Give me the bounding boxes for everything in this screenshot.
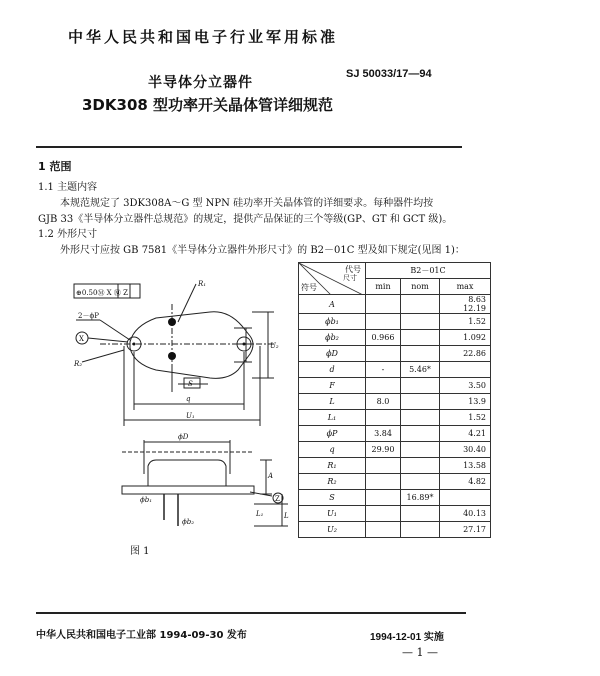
section-1-2-heading: 1.2 外形尺寸 (38, 229, 98, 240)
table-row (299, 442, 491, 458)
cell-nom (401, 458, 440, 474)
cell-min (366, 410, 401, 426)
phib2-label: ϕb₂ (182, 518, 195, 526)
table-row (299, 426, 491, 442)
cell-min (366, 295, 401, 314)
flange-side (122, 486, 254, 494)
cell-sym: ϕb₂ (299, 330, 366, 346)
phib1-label: ϕb₁ (140, 496, 153, 504)
cell-sym: L₁ (299, 410, 366, 426)
section-1-heading: 1 范围 (38, 160, 72, 173)
cell-min: - (366, 362, 401, 378)
r1-label: R₁ (198, 280, 207, 288)
page-number: — 1 — (402, 646, 438, 659)
cell-max: 1.52 (440, 410, 491, 426)
package-top-outline (130, 312, 253, 379)
cell-nom (401, 346, 440, 362)
cell-nom (401, 330, 440, 346)
cell-min (366, 346, 401, 362)
cell-min (366, 458, 401, 474)
cell-nom: 16.89* (401, 490, 440, 506)
cell-max: 4.21 (440, 426, 491, 442)
table-row (299, 314, 491, 330)
standard-org-header: 中华人民共和国电子行业军用标准 (68, 28, 339, 46)
col-nom: nom (401, 279, 440, 295)
cell-min: 8.0 (366, 394, 401, 410)
table-row (299, 410, 491, 426)
q-label: q (186, 395, 191, 403)
cell-sym: U₂ (299, 522, 366, 538)
tolerance-label: ⊕0.50Ⓜ X Ⓜ Z (76, 289, 128, 297)
a-label: A (268, 472, 274, 480)
section-1-1-heading: 1.1 主题内容 (38, 182, 98, 193)
cell-min: 0.966 (366, 330, 401, 346)
table-row (299, 295, 491, 314)
cell-min (366, 522, 401, 538)
cell-nom (401, 506, 440, 522)
cell-nom (401, 394, 440, 410)
cell-sym: L (299, 394, 366, 410)
figure-caption: 图 1 (130, 546, 150, 557)
can-body-side (148, 460, 226, 486)
cell-max: 40.13 (440, 506, 491, 522)
cell-min (366, 490, 401, 506)
table-row (299, 522, 491, 538)
cell-sym: R₁ (299, 458, 366, 474)
table-header-row (299, 263, 491, 279)
footer-divider (36, 612, 466, 614)
cell-max: 13.58 (440, 458, 491, 474)
cell-max: 30.40 (440, 442, 491, 458)
cell-max: 3.50 (440, 378, 491, 394)
cell-max (440, 362, 491, 378)
cell-max: 4.82 (440, 474, 491, 490)
cell-sym: A (299, 295, 366, 314)
cell-max: 13.9 (440, 394, 491, 410)
cell-min (366, 378, 401, 394)
x-datum-label: X (79, 335, 84, 343)
cell-sym: ϕP (299, 426, 366, 442)
cell-sym: F (299, 378, 366, 394)
cell-nom (401, 314, 440, 330)
header-type: B2－01C (366, 263, 491, 279)
section-1-1-text-line1: 本规范规定了 3DK308A～G 型 NPN 硅功率开关晶体管的详细要求。每种器件均按 (60, 198, 434, 209)
cell-max (440, 490, 491, 506)
pin-1 (168, 318, 176, 326)
cell-max: 1.092 (440, 330, 491, 346)
effective-date: 1994-12-01 实施 (370, 632, 444, 643)
table-row (299, 378, 491, 394)
phid-label: ϕD (178, 433, 189, 441)
s-label: S (188, 380, 193, 388)
table-row (299, 490, 491, 506)
section-1-1-text-line2: GJB 33《半导体分立器件总规范》的规定，提供产品保证的三个等级(GP、GT 和 GCT 级)。 (38, 214, 453, 225)
figure-1-drawing (60, 270, 296, 532)
cell-nom (401, 426, 440, 442)
l1-label: L₁ (256, 510, 264, 518)
cell-min: 29.90 (366, 442, 401, 458)
pin-2 (168, 352, 176, 360)
cell-sym: d (299, 362, 366, 378)
cell-sym: ϕb₁ (299, 314, 366, 330)
cell-min: 3.84 (366, 426, 401, 442)
table-row (299, 330, 491, 346)
l-label: L (284, 512, 289, 520)
cell-sym: S (299, 490, 366, 506)
col-max: max (440, 279, 491, 295)
dimension-table (298, 262, 491, 538)
hole-label: 2－ϕP (78, 312, 99, 320)
r2-label: R₂ (74, 360, 83, 368)
cell-max: 1.52 (440, 314, 491, 330)
cell-max: 8.63 12.19 (440, 295, 491, 314)
z-datum-label: Z (275, 495, 280, 503)
table-row (299, 346, 491, 362)
cell-nom: 5.46* (401, 362, 440, 378)
doc-title-line1: 半导体分立器件 (148, 75, 253, 91)
cell-nom (401, 295, 440, 314)
cell-max: 27.17 (440, 522, 491, 538)
cell-max: 22.86 (440, 346, 491, 362)
section-1-2-text: 外形尺寸应按 GB 7581《半导体分立器件外形尺寸》的 B2－01C 型及如下规定(见图 1)： (60, 245, 465, 256)
cell-sym: U₁ (299, 506, 366, 522)
table-row (299, 506, 491, 522)
u2-label: U₂ (270, 342, 279, 350)
cell-min (366, 474, 401, 490)
cell-nom (401, 474, 440, 490)
table-row (299, 474, 491, 490)
cell-nom (401, 522, 440, 538)
title-divider (36, 146, 462, 148)
cell-min (366, 314, 401, 330)
standard-number: SJ 50033/17—94 (346, 68, 432, 80)
header-code: 代号 (345, 265, 361, 274)
issued-date: 中华人民共和国电子工业部 1994-09-30 发布 (36, 630, 247, 641)
table-corner-cell (299, 263, 366, 295)
cell-sym: R₂ (299, 474, 366, 490)
table-row (299, 458, 491, 474)
cell-nom (401, 410, 440, 426)
header-size: 尺寸 (343, 274, 357, 282)
header-symbol: 符号 (301, 283, 317, 292)
cell-sym: ϕD (299, 346, 366, 362)
cell-sym: q (299, 442, 366, 458)
u1-label: U₁ (186, 412, 195, 420)
table-row (299, 394, 491, 410)
cell-nom (401, 442, 440, 458)
cell-min (366, 506, 401, 522)
col-min: min (366, 279, 401, 295)
doc-title-line2: 3DK308 型功率开关晶体管详细规范 (82, 96, 334, 114)
table-row (299, 362, 491, 378)
cell-nom (401, 378, 440, 394)
